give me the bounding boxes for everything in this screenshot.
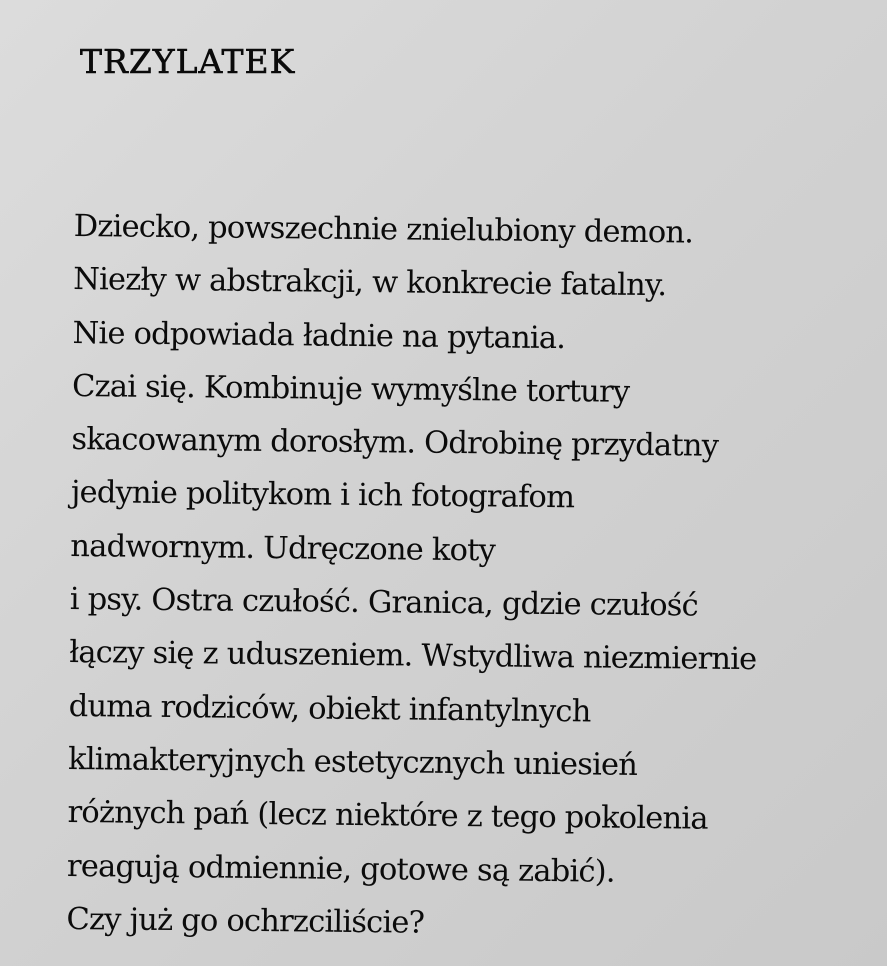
poem-line: nadwornym. Udręczone koty — [70, 528, 496, 569]
poem-title: TRZYLATEK — [80, 42, 296, 81]
poem-line: różnych pań (lecz niektóre z tego pokolenia — [67, 795, 708, 837]
poem-line: jedynie politykom i ich fotografom — [70, 475, 575, 516]
poem-body — [66, 200, 874, 954]
poem-line: Czy już go ochrzciliście? — [66, 901, 425, 941]
poem-line: Czai się. Kombinuje wymyślne tortury — [71, 368, 630, 410]
poem-line: duma rodziców, obiekt infantylnych — [68, 688, 591, 730]
poem-line: łączy się z uduszeniem. Wstydliwa niezmiernie — [69, 635, 757, 678]
poem-line: Dziecko, powszechnie znielubiony demon. — [73, 208, 694, 251]
poem-line: klimakteryjnych estetycznych uniesień — [67, 741, 638, 783]
poem-line: skacowanym dorosłym. Odrobinę przydatny — [71, 422, 719, 464]
poem-line: Nie odpowiada ładnie na pytania. — [72, 315, 566, 356]
poem-line: Niezły w abstrakcji, w konkrecie fatalny. — [72, 262, 667, 304]
poem-line: reagują odmiennie, gotowe są zabić). — [66, 848, 615, 890]
poem-line: i psy. Ostra czułość. Granica, gdzie czułość — [69, 582, 699, 624]
